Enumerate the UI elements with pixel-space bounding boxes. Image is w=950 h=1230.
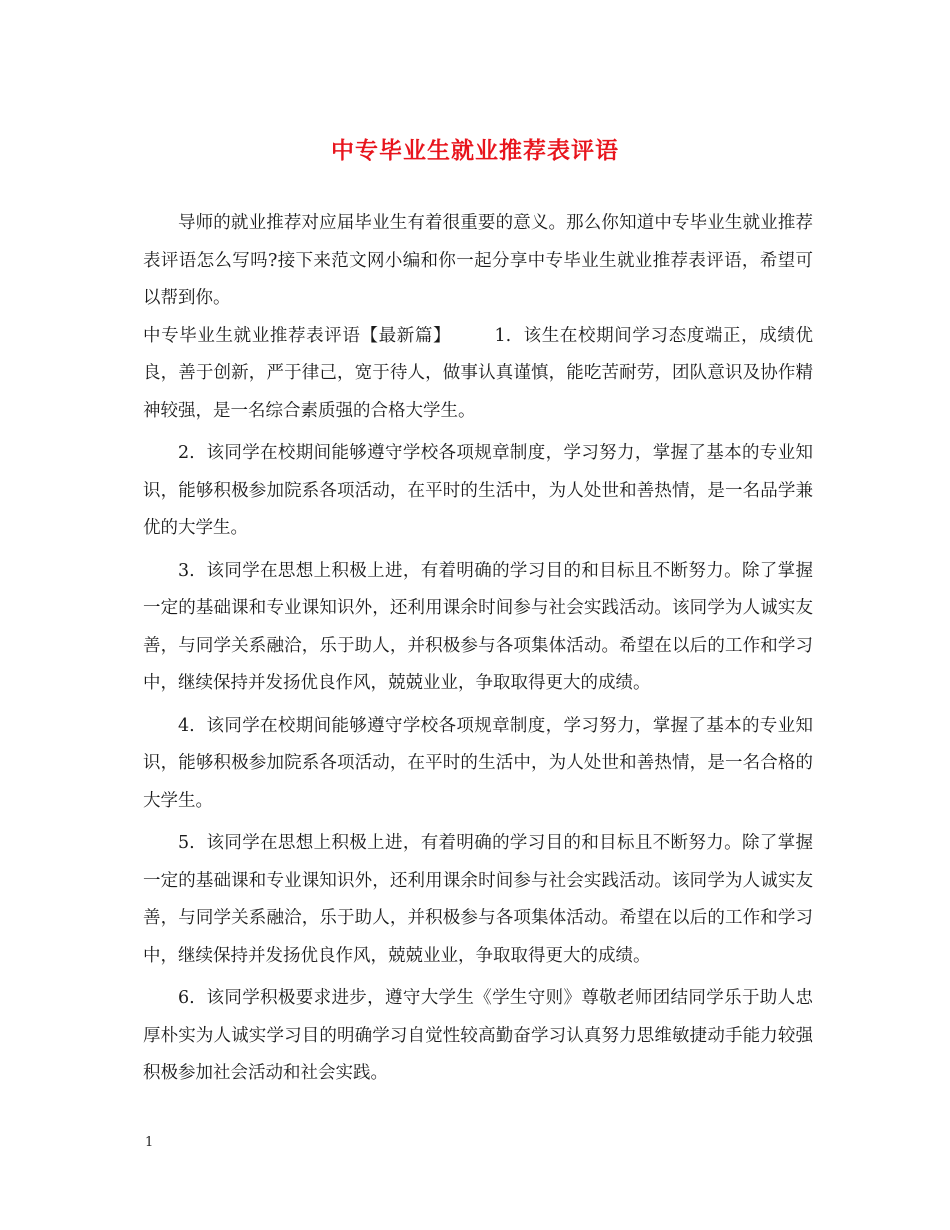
item-paragraph-1	[143, 318, 813, 431]
item-paragraph-3	[143, 553, 813, 703]
item-paragraph-2	[143, 435, 813, 548]
item-number: 4.	[178, 715, 195, 736]
item-paragraph-4	[143, 708, 813, 821]
document-body	[143, 205, 813, 1093]
item-paragraph-5	[143, 825, 813, 975]
item-number: 2.	[178, 443, 195, 463]
item-number: 1.	[494, 325, 512, 346]
item-text: 该同学在思想上积极上进，有着明确的学习目的和目标且不断努力。除了掌握一定的基础课和专业课知识外，还利用课余时间参与社会实践活动。该同学为人诚实友善，与同学关系融洽，乐于助人，并积极参与各项集体活动。希望在以后的工作和学习中，继续保持并发扬优良作风，兢兢业业，争取取得更大的成绩。	[143, 833, 813, 966]
item-number: 3.	[178, 560, 195, 581]
item-text: 该同学在校期间能够遵守学校各项规章制度，学习努力，掌握了基本的专业知识，能够积极参加院系各项活动，在平时的生活中，为人处世和善热情，是一名合格的大学生。	[143, 715, 813, 811]
item-text: 该同学在校期间能够遵守学校各项规章制度，学习努力，掌握了基本的专业知识，能够积极参加院系各项活动，在平时的生活中，为人处世和善热情，是一名品学兼优的大学生。	[143, 443, 813, 538]
item-text: 该生在校期间学习态度端正，成绩优良，善于创新，严于律己，宽于待人，做事认真谨慎，能吃苦耐劳，团队意识及协作精神较强，是一名综合素质强的合格大学生。	[143, 325, 813, 421]
item-text: 该同学积极要求进步，遵守大学生《学生守则》尊敬老师团结同学乐于助人忠厚朴实为人诚实学习目的明确学习自觉性较高勤奋学习认真努力思维敏捷动手能力较强积极参加社会活动和社会实践。	[143, 988, 813, 1083]
section-heading: 中专毕业生就业推荐表评语【最新篇】	[143, 325, 452, 346]
item-number: 6.	[178, 988, 195, 1008]
document-title: 中专毕业生就业推荐表评语	[331, 137, 619, 164]
item-paragraph-6	[143, 980, 813, 1093]
page-number: 1	[145, 1135, 154, 1150]
item-text: 该同学在思想上积极上进，有着明确的学习目的和目标且不断努力。除了掌握一定的基础课和专业课知识外，还利用课余时间参与社会实践活动。该同学为人诚实友善，与同学关系融洽，乐于助人，并积极参与各项集体活动。希望在以后的工作和学习中，继续保持并发扬优良作风，兢兢业业，争取取得更大的成绩。	[143, 560, 813, 693]
item-number: 5.	[178, 833, 195, 853]
intro-paragraph: 导师的就业推荐对应届毕业生有着很重要的意义。那么你知道中专毕业生就业推荐表评语怎么写吗?接下来范文网小编和你一起分享中专毕业生就业推荐表评语，希望可以帮到你。	[143, 213, 813, 308]
